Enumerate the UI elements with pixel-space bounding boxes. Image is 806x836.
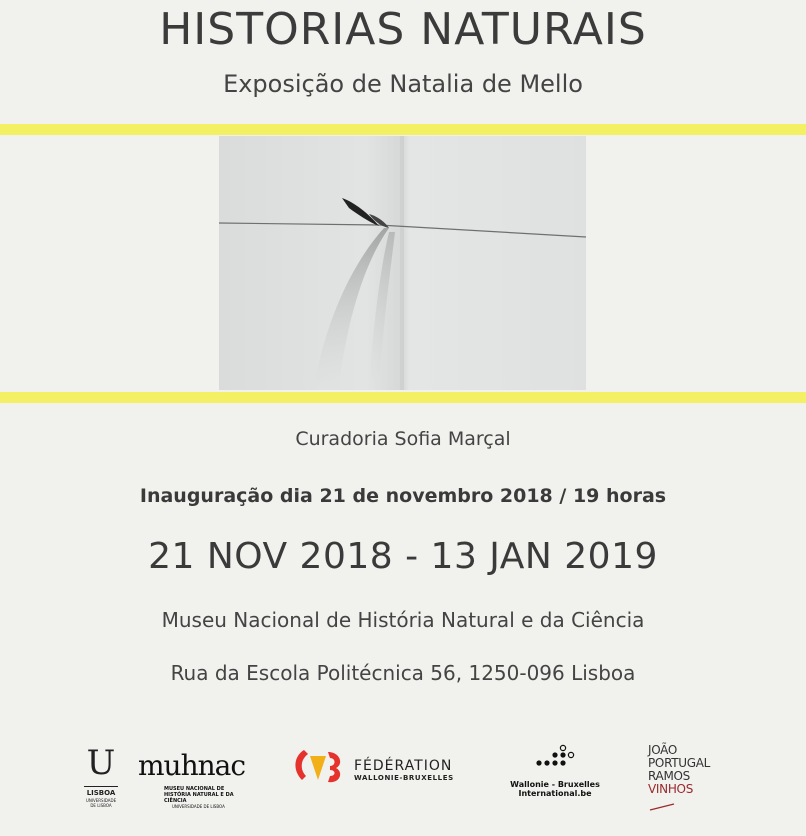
jpr-line4: VINHOS	[648, 782, 694, 796]
exhibition-subtitle: Exposição de Natalia de Mello	[223, 70, 583, 98]
muhnac-line3: UNIVERSIDADE DE LISBOA	[172, 804, 225, 809]
artwork-image	[219, 136, 586, 390]
ulisboa-sublabel: UNIVERSIDADE DE LISBOA	[85, 798, 117, 808]
jpr-line2: PORTUGAL	[648, 756, 711, 770]
accent-band-bottom	[0, 392, 806, 403]
ulisboa-mark: U	[86, 743, 116, 783]
muhnac-line2: HISTÓRIA NATURAL E DA CIÊNCIA	[164, 792, 234, 804]
ulisboa-label: LISBOA	[84, 786, 118, 797]
wbi-dots-icon	[533, 744, 577, 770]
wbi-line1: Wallonie - Bruxelles	[510, 780, 600, 789]
fwb-symbol-icon	[290, 746, 346, 786]
wbi-logo	[505, 744, 605, 800]
exhibition-dates: 21 NOV 2018 - 13 JAN 2019	[148, 536, 658, 577]
muhnac-logo	[138, 746, 256, 812]
federation-wallonie-bruxelles-logo	[290, 746, 470, 786]
fwb-line2: WALLONIE-BRUXELLES	[354, 774, 454, 782]
ulisboa-logo	[84, 743, 118, 816]
fwb-line1: FÉDÉRATION	[354, 758, 453, 774]
venue-name: Museu Nacional de História Natural e da Ciência	[161, 608, 645, 632]
accent-band-top	[0, 124, 806, 135]
opening-text: Inauguração dia 21 de novembro 2018 / 19 horas	[139, 485, 667, 507]
artwork-illustration	[219, 136, 586, 390]
venue-address: Rua da Escola Politécnica 56, 1250-096 Lisboa	[170, 661, 636, 685]
wbi-line2: International.be	[518, 789, 592, 798]
curator-text: Curadoria Sofia Marçal	[295, 428, 511, 450]
muhnac-line1: MUSEU NACIONAL DE	[164, 786, 225, 792]
jpr-swash-icon	[648, 803, 678, 811]
jpr-line3: RAMOS	[648, 769, 690, 783]
exhibition-title: HISTORIAS NATURAIS	[159, 4, 647, 55]
joao-portugal-ramos-logo	[648, 744, 728, 812]
jpr-line1: JOÃO	[648, 743, 678, 757]
muhnac-wordmark: muhnac	[138, 749, 246, 782]
